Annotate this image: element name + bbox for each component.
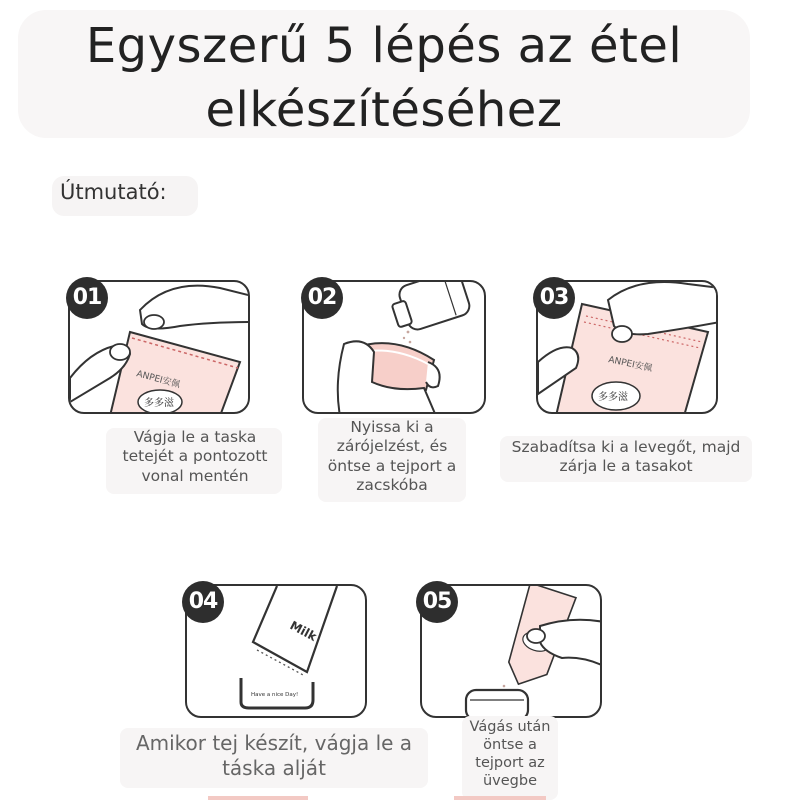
step-1-badge: 01 — [66, 277, 108, 319]
nice-day-text: Have a nice Day! — [251, 692, 299, 698]
guide-label: Útmutató: — [60, 180, 167, 204]
bag-chars-text: 多多滋 — [598, 392, 628, 403]
caption-line: tejport az — [475, 755, 545, 772]
step-1-caption — [100, 428, 290, 486]
step-2-badge: 02 — [301, 277, 343, 319]
milk-text: Milk — [287, 618, 320, 644]
caption-line: öntse a tejport a — [327, 456, 457, 475]
bag-chars-text: 多多滋 — [144, 398, 174, 409]
caption-line: Amikor tej készít, vágja le a — [135, 731, 413, 755]
caption-line: üvegbe — [482, 773, 538, 790]
step-5-badge: 05 — [416, 581, 458, 623]
title-line-2: elkészítéséhez — [205, 82, 563, 138]
step-5-caption — [452, 718, 568, 791]
caption-line: zárójelzést, és — [336, 437, 448, 456]
caption-line: Szabadítsa ki a levegőt, majd — [511, 438, 741, 456]
title-line-1: Egyszerű 5 lépés az étel — [85, 18, 683, 74]
bottom-accent-strip — [208, 796, 308, 800]
step-2-caption — [306, 418, 478, 496]
caption-line: Vágás után — [469, 719, 551, 735]
step-4-badge: 04 — [182, 581, 224, 623]
step-3-badge: 03 — [533, 277, 575, 319]
caption-line: zárja le a tasakot — [559, 457, 693, 476]
caption-line: vonal mentén — [141, 466, 249, 485]
caption-line: táska alját — [222, 756, 326, 780]
step-4-caption — [112, 731, 436, 781]
caption-line: tetejét a pontozott — [122, 447, 268, 466]
bag-brand-text: ANPEI安佩 — [607, 355, 654, 375]
bottom-accent-strip — [454, 796, 546, 800]
page-title — [18, 14, 750, 142]
step-3-caption — [494, 438, 758, 477]
caption-line: öntse a — [483, 737, 537, 754]
caption-line: Vágja le a taska — [133, 428, 257, 446]
bag-brand-text: ANPEI安佩 — [135, 369, 181, 391]
caption-line: Nyissa ki a — [350, 418, 434, 436]
caption-line: zacskóba — [356, 476, 428, 495]
